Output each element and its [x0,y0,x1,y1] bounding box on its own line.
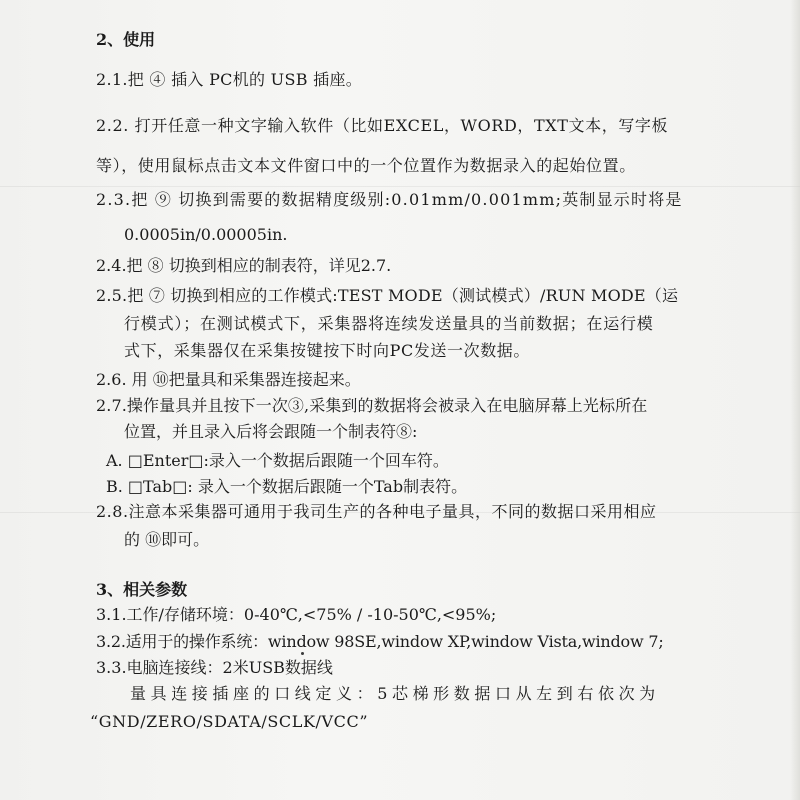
paragraph-2-1: 2.1.把 ④ 插入 PC机的 USB 插座。 [96,70,363,89]
paragraph-2-3-line-2: 0.0005in/0.00005in. [124,225,288,244]
paragraph-3-2: 3.2.适用于的操作系统：window 98SE,window XP,window Vista,window 7; [96,632,664,651]
connector-definition-line-1: 量具连接插座的口线定义：5芯梯形数据口从左到右依次为 [130,684,660,703]
option-a-enter: A. □Enter□:录入一个数据后跟随一个回车符。 [106,451,449,470]
paragraph-2-7-line-2: 位置，并且录入后将会跟随一个制表符⑧: [124,422,418,441]
section-heading-usage: 2、使用 [96,30,156,49]
page-edge-shadow [790,0,800,800]
paragraph-2-3-line-1: 2.3.把 ⑨ 切换到需要的数据精度级别:0.01mm/0.001mm;英制显示时将是 [96,190,683,209]
paragraph-2-5-line-1: 2.5.把 ⑦ 切换到相应的工作模式:TEST MODE（测试模式）/RUN MODE（运 [96,286,679,305]
paragraph-2-8-line-1: 2.8.注意本采集器可通用于我司生产的各种电子量具，不同的数据口采用相应 [96,502,657,521]
paragraph-2-2-line-2: 等），使用鼠标点击文本文件窗口中的一个位置作为数据录入的起始位置。 [96,156,636,175]
paragraph-2-8-line-2: 的 ⑩即可。 [124,530,210,549]
connector-definition-line-2: “GND/ZERO/SDATA/SCLK/VCC” [90,712,369,731]
paragraph-3-1: 3.1.工作/存储环境：0-40℃,<75% / -10-50℃,<95%; [96,605,497,624]
ink-speck [301,652,304,655]
option-b-tab: B. □Tab□: 录入一个数据后跟随一个Tab制表符。 [106,477,468,496]
paragraph-2-6: 2.6. 用 ⑩把量具和采集器连接起来。 [96,370,361,389]
paragraph-2-5-line-2: 行模式）；在测试模式下，采集器将连续发送量具的当前数据；在运行模 [124,314,654,333]
section-heading-params: 3、相关参数 [96,580,188,599]
fold-crease [0,186,800,187]
paragraph-2-2-line-1: 2.2. 打开任意一种文字输入软件（比如EXCEL，WORD，TXT文本，写字板 [96,116,669,135]
paragraph-2-7-line-1: 2.7.操作量具并且按下一次③,采集到的数据将会被录入在电脑屏幕上光标所在 [96,396,648,415]
paragraph-3-3: 3.3.电脑连接线：2米USB数据线 [96,658,333,677]
paragraph-2-5-line-3: 式下，采集器仅在采集按键按下时向PC发送一次数据。 [124,341,531,360]
paragraph-2-4: 2.4.把 ⑧ 切换到相应的制表符，详见2.7. [96,256,392,275]
